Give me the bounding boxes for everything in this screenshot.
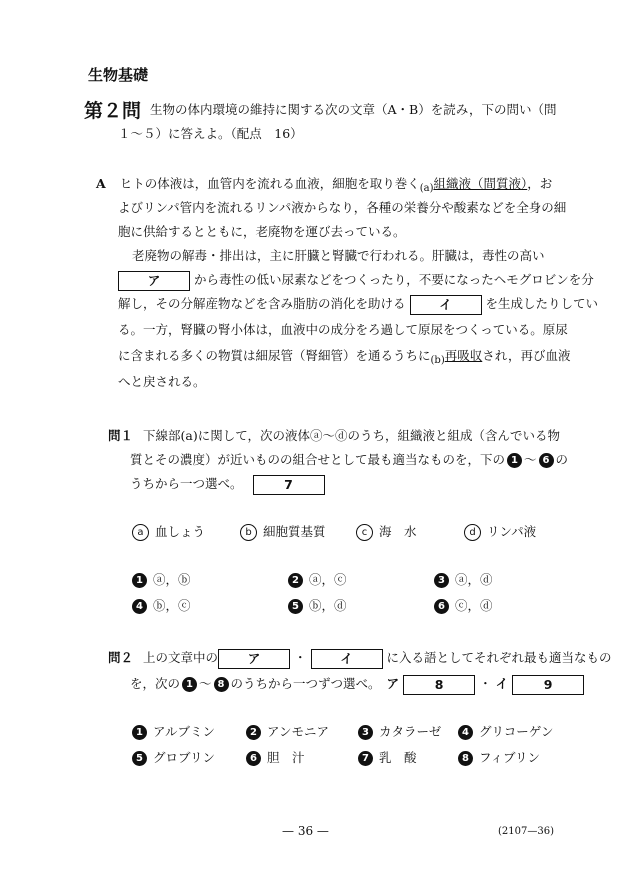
q2-choice-6[interactable]	[246, 748, 305, 766]
choice-text: ⓐ，ⓒ	[309, 572, 347, 587]
passage-text: を生成したりしてい	[485, 296, 599, 311]
choice-range-start: 1	[507, 453, 522, 468]
passage-line7: る。一方，腎臓の腎小体は，血液中の成分をろ過して原尿をつくっている。原尿	[118, 322, 568, 337]
passage-text: され，再び血液	[482, 348, 571, 363]
q2-text: のうちから一つずつ選べ。	[230, 676, 381, 691]
blank-box-i-ref: イ	[311, 649, 383, 669]
q2-choice-1[interactable]	[132, 722, 215, 740]
q2-choice-5[interactable]	[132, 748, 215, 766]
mark-b: b	[240, 524, 257, 541]
choice-number: 2	[288, 573, 303, 588]
q1-text: 下線部(a)に関して，次の液体ⓐ～ⓓのうち，組織液と組成（含んでいる物	[143, 428, 560, 443]
choice-text: ⓑ，ⓒ	[153, 598, 191, 613]
q2-text: に入る語としてそれぞれ最も適当なもの	[386, 650, 612, 665]
q1-label: 問１	[108, 428, 134, 443]
q1-line3	[130, 474, 325, 495]
passage-line5	[118, 270, 594, 291]
choice-text: ⓑ，ⓓ	[309, 598, 347, 613]
question-intro-line1: 生物の体内環境の維持に関する次の文章（A・B）を読み，下の問い（問	[150, 102, 557, 117]
choice-text: 胆 汁	[267, 750, 305, 765]
passage-line2: よびリンパ管内を流れるリンパ液からなり，各種の栄養分や酸素などを全身の細	[118, 200, 567, 215]
choice-number: 8	[458, 751, 473, 766]
q2-choice-3[interactable]	[358, 722, 441, 740]
mark-a: a	[132, 524, 149, 541]
question-number: 第２問	[84, 100, 142, 122]
answer-label-i: イ	[495, 676, 509, 691]
liquid-text: 血しょう	[155, 524, 206, 539]
q1-choice-2[interactable]	[288, 570, 347, 588]
liquid-text: リンパ液	[487, 524, 537, 539]
q1-text: 質とその濃度）が近いものの組合せとして最も適当なものを，下の	[130, 452, 506, 467]
passage-text: ，お	[527, 176, 553, 191]
passage-text: から毒性の低い尿素などをつくったり，不要になったヘモグロビンを分	[194, 272, 594, 287]
page-code: (2107—36)	[498, 826, 554, 837]
q2-text: ～	[199, 676, 212, 691]
choice-text: ⓐ，ⓑ	[153, 572, 191, 587]
choice-text: グロブリン	[153, 750, 216, 765]
answer-box-8[interactable]: 8	[403, 675, 475, 695]
choice-number: 1	[132, 573, 147, 588]
q2-choice-7[interactable]	[358, 748, 417, 766]
q2-line1	[108, 648, 612, 669]
q2-text: 上の文章中の	[143, 650, 219, 665]
page-number: — 36 —	[282, 824, 329, 838]
underline-mark-a: (a)	[419, 183, 434, 194]
blank-box-a: ア	[118, 271, 190, 291]
subject-title: 生物基礎	[88, 66, 149, 84]
choice-number: 5	[288, 599, 303, 614]
liquid-text: 海 水	[379, 524, 417, 539]
mark-c: c	[356, 524, 373, 541]
q1-line1	[108, 426, 560, 444]
q1-text: の	[555, 452, 569, 467]
passage-line9: へと戻される。	[118, 374, 206, 389]
liquid-a	[132, 522, 205, 541]
answer-label-a: ア	[386, 676, 400, 691]
choice-text: 乳 酸	[379, 750, 417, 765]
q2-text: ・	[294, 650, 307, 665]
liquid-d	[464, 522, 536, 541]
choice-number: 5	[132, 751, 147, 766]
blank-box-a-ref: ア	[218, 649, 290, 669]
choice-text: アンモニア	[267, 724, 330, 739]
choice-text: カタラーゼ	[379, 724, 442, 739]
answer-box-7[interactable]: 7	[253, 475, 325, 495]
choice-number: 4	[458, 725, 473, 740]
passage-label: A	[96, 176, 106, 191]
choice-text: ⓒ，ⓓ	[455, 598, 493, 613]
choice-number: 4	[132, 599, 147, 614]
passage-text: 解し，その分解産物などを含み脂肪の消化を助ける	[118, 296, 406, 311]
underlined-term-a: 組織液（間質液）	[433, 176, 528, 191]
choice-range-end: 6	[539, 453, 554, 468]
q2-choice-8[interactable]	[458, 748, 540, 766]
passage-text: ヒトの体液は，血管内を流れる血液，細胞を取り巻く	[119, 176, 420, 191]
choice-number: 2	[246, 725, 261, 740]
choice-number: 3	[434, 573, 449, 588]
q2-text: を，次の	[130, 676, 181, 691]
choice-text: アルブミン	[153, 724, 216, 739]
q1-text: うちから一つ選べ。	[130, 476, 243, 491]
q2-choice-2[interactable]	[246, 722, 329, 740]
choice-number: 7	[358, 751, 373, 766]
choice-text: フィブリン	[479, 750, 541, 765]
passage-line6	[118, 294, 598, 315]
underlined-term-b: 再吸収	[444, 348, 483, 363]
liquid-c	[356, 522, 417, 541]
choice-text: ⓐ，ⓓ	[455, 572, 493, 587]
q1-text: ～	[524, 452, 537, 467]
liquid-text: 細胞質基質	[263, 524, 326, 539]
q1-choice-4[interactable]	[132, 596, 191, 614]
liquid-b	[240, 522, 326, 541]
q1-line2	[130, 450, 568, 468]
q1-choice-3[interactable]	[434, 570, 493, 588]
blank-box-i: イ	[410, 295, 482, 315]
question-intro-line2: １～５）に答えよ。（配点 16）	[118, 126, 303, 141]
choice-number: 6	[434, 599, 449, 614]
q2-line2	[130, 674, 584, 695]
passage-text: に含まれる多くの物質は細尿管（腎細管）を通るうちに	[118, 348, 431, 363]
underline-mark-b: (b)	[430, 355, 445, 366]
choice-number: 6	[246, 751, 261, 766]
passage-line8	[118, 346, 571, 366]
choice-number: 3	[358, 725, 373, 740]
answer-box-9[interactable]: 9	[512, 675, 584, 695]
choice-text: グリコーゲン	[479, 724, 554, 739]
answer-separator: ・	[479, 676, 492, 691]
mark-d: d	[464, 524, 481, 541]
q1-choice-1[interactable]	[132, 570, 191, 588]
choice-range-end: 8	[214, 677, 229, 692]
passage-line4: 老廃物の解毒・排出は，主に肝臓と腎臓で行われる。肝臓は，毒性の高い	[132, 248, 545, 263]
passage-line3: 胞に供給するとともに，老廃物を運び去っている。	[118, 224, 406, 239]
passage-line1	[96, 174, 552, 194]
q1-choice-5[interactable]	[288, 596, 347, 614]
q1-choice-6[interactable]	[434, 596, 493, 614]
choice-number: 1	[132, 725, 147, 740]
q2-label: 問２	[108, 650, 134, 665]
choice-range-start: 1	[182, 677, 197, 692]
q2-choice-4[interactable]	[458, 722, 554, 740]
